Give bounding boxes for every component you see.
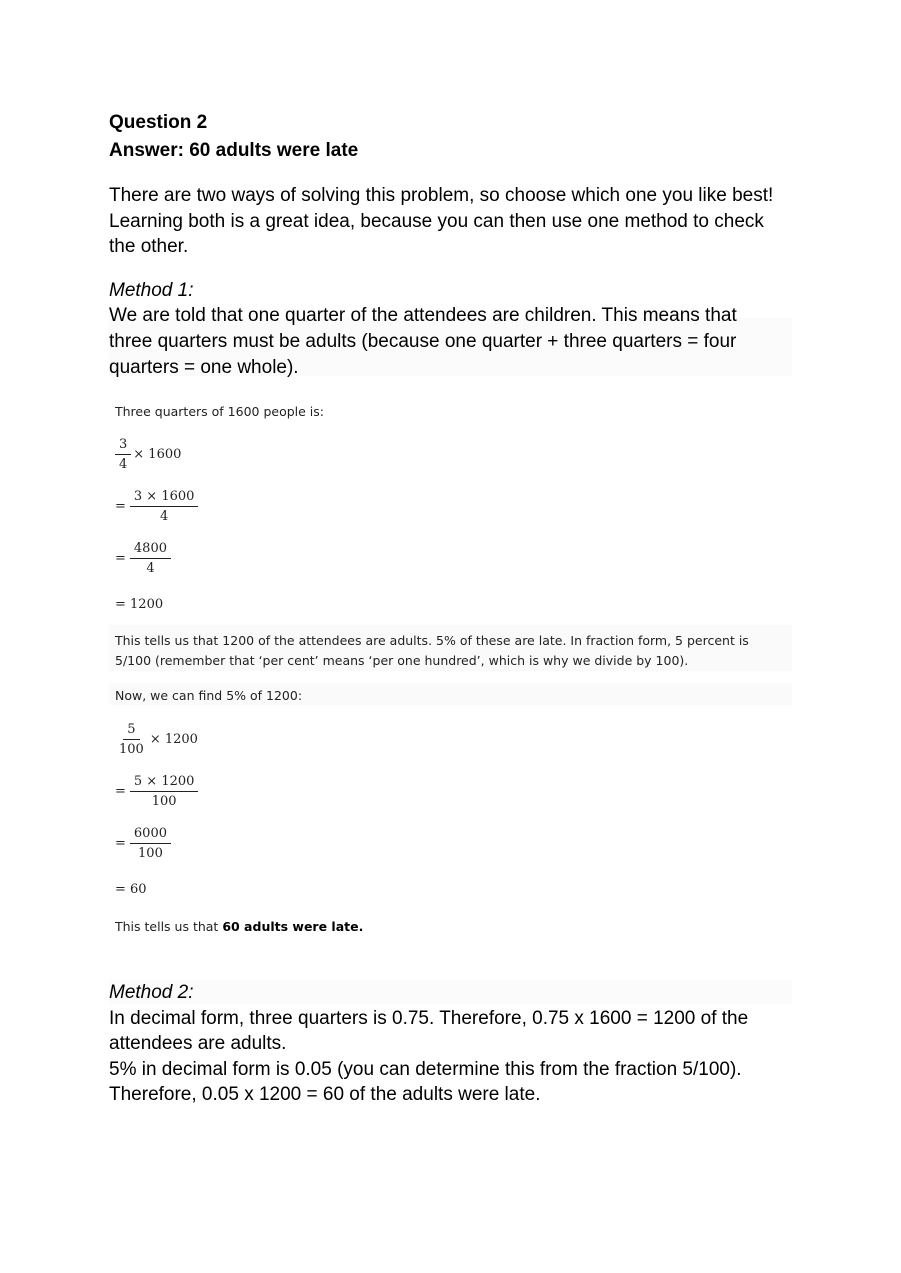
fraction <box>130 826 171 861</box>
numerator: 4800 <box>130 541 171 559</box>
step-4-result: = 1200 <box>115 597 164 612</box>
figure-intro-1: Three quarters of 1600 people is: <box>115 404 324 419</box>
fraction <box>130 541 171 576</box>
question-heading: Question 2 <box>109 112 208 133</box>
step-3-expression <box>115 541 171 576</box>
method-1-title: Method 1: <box>109 280 194 301</box>
method-2-line-3: 5% in decimal form is 0.05 (you can determine this from the fraction 5/100). <box>109 1059 742 1080</box>
multiplier: × 1600 <box>133 447 182 462</box>
fraction <box>130 489 199 524</box>
multiplier: × 1200 <box>149 732 198 747</box>
method-2-line-2: attendees are adults. <box>109 1033 287 1054</box>
conclusion-text: This tells us that <box>115 919 223 934</box>
conclusion-bold: 60 adults were late. <box>222 919 364 934</box>
figure-intro-2: Now, we can find 5% of 1200: <box>115 688 303 703</box>
method-1-line-2: three quarters must be adults (because one quarter + three quarters = four <box>109 331 737 352</box>
numerator: 5 × 1200 <box>130 774 199 792</box>
intro-line-3: the other. <box>109 236 189 257</box>
method-2-line-4: Therefore, 0.05 x 1200 = 60 of the adults were late. <box>109 1084 541 1105</box>
method-2-line-1: In decimal form, three quarters is 0.75. Therefore, 0.75 x 1600 = 1200 of the <box>109 1008 749 1029</box>
figure-explain-2: 5/100 (remember that ‘per cent’ means ‘per one hundred’, which is why we divide by 100). <box>115 653 689 668</box>
method-1-line-1: We are told that one quarter of the attendees are children. This means that <box>109 305 737 326</box>
intro-line-1: There are two ways of solving this problem, so choose which one you like best! <box>109 185 774 206</box>
method-2-title: Method 2: <box>109 982 194 1003</box>
figure-explain-1: This tells us that 1200 of the attendees are adults. 5% of these are late. In fraction form, 5 percent is <box>115 633 749 648</box>
numerator: 3 <box>115 437 131 455</box>
step-1-expression <box>115 437 181 472</box>
denominator: 4 <box>119 457 128 472</box>
intro-line-2: Learning both is a great idea, because you can then use one method to check <box>109 211 764 232</box>
fraction <box>115 437 131 472</box>
text-shade <box>109 980 792 1004</box>
step-7-expression <box>115 826 171 861</box>
numerator: 5 <box>123 722 139 740</box>
step-5-expression <box>115 722 198 757</box>
denominator: 100 <box>138 846 163 861</box>
equals-sign: = <box>115 499 126 514</box>
denominator: 4 <box>146 561 155 576</box>
equals-sign: = <box>115 784 126 799</box>
step-6-expression <box>115 774 198 809</box>
equals-sign: = <box>115 551 126 566</box>
figure-conclusion <box>115 919 363 934</box>
worked-solution-figure <box>109 397 792 942</box>
method-1-line-3: quarters = one whole). <box>109 357 299 378</box>
denominator: 100 <box>119 742 144 757</box>
fraction <box>130 774 199 809</box>
denominator: 100 <box>151 794 177 809</box>
answer-heading: Answer: 60 adults were late <box>109 140 359 161</box>
step-2-expression <box>115 489 198 524</box>
denominator: 4 <box>160 509 169 524</box>
step-8-result: = 60 <box>115 882 147 897</box>
equals-sign: = <box>115 836 126 851</box>
numerator: 6000 <box>130 826 171 844</box>
fraction <box>115 722 148 757</box>
numerator: 3 × 1600 <box>130 489 199 507</box>
